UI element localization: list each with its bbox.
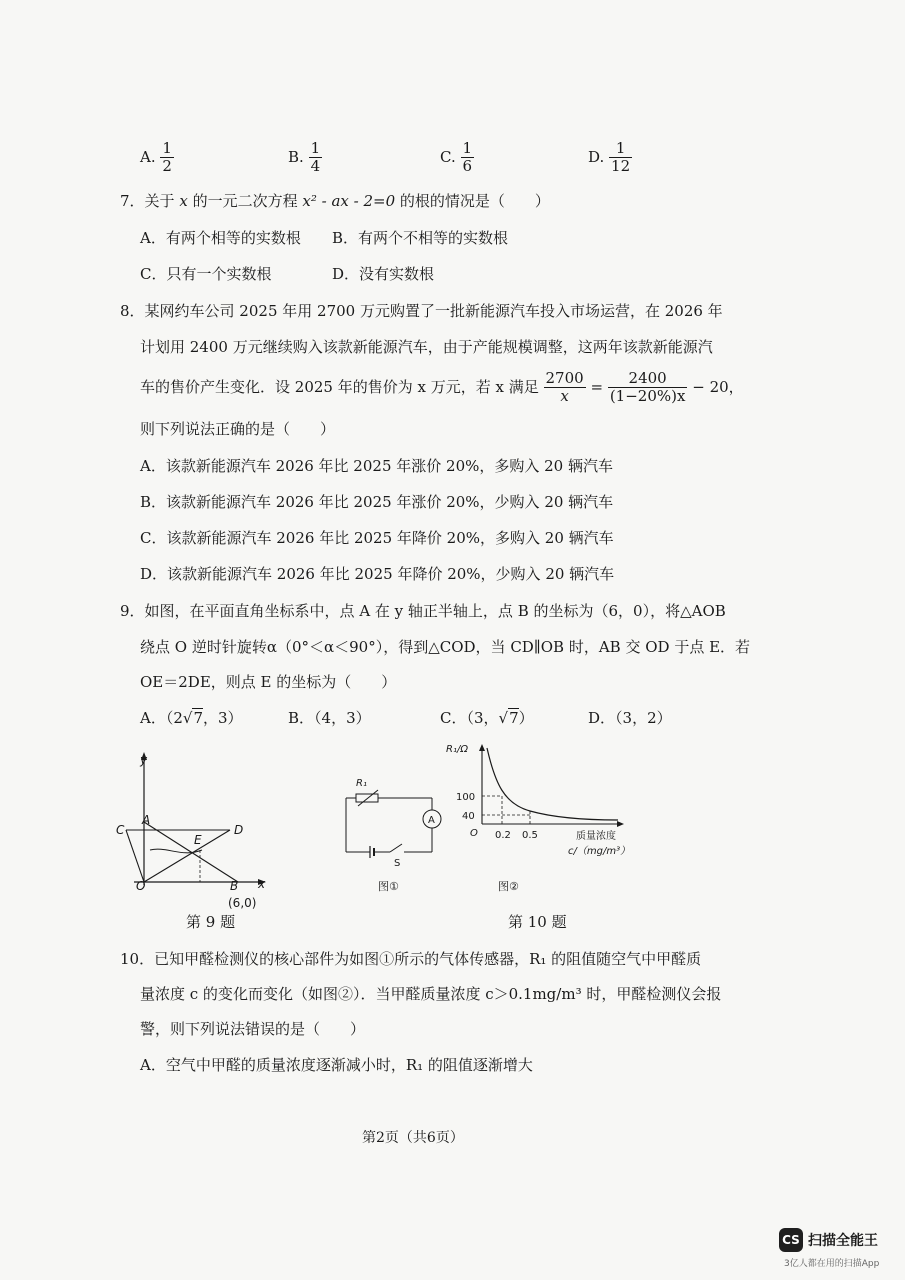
label-d: D bbox=[234, 823, 244, 837]
q7-option-a: A．有两个相等的实数根 bbox=[140, 229, 301, 247]
q7-equation: x² - ax - 2=0 bbox=[302, 192, 396, 210]
tick-0-2: 0.2 bbox=[495, 830, 511, 841]
q8-line-3-text: 车的售价产生变化．设 2025 年的售价为 x 万元，若 x 满足 bbox=[140, 377, 539, 396]
fraction bbox=[309, 140, 323, 176]
label-figure-2: 图② bbox=[498, 880, 519, 893]
numerator: 1 bbox=[162, 139, 172, 157]
q9-line-2: 绕点 O 逆时针旋转α（0°＜α＜90°），得到△COD，当 CD∥OB 时，AB 交 OD 于点 E．若 bbox=[140, 638, 751, 656]
q9-line-1: 9．如图，在平面直角坐标系中，点 A 在 y 轴正半轴上，点 B 的坐标为（6，0），将△AOB bbox=[120, 602, 726, 620]
label-b: B bbox=[230, 879, 239, 893]
q7-mid: 的一元二次方程 bbox=[192, 192, 298, 210]
q10-line-2: 量浓度 c 的变化而变化（如图②）．当甲醛质量浓度 c＞0.1mg/m³ 时，甲醛检测仪会报 bbox=[140, 985, 722, 1003]
denominator: (1−20%)x bbox=[609, 387, 686, 406]
q8-line-4: 则下列说法正确的是（ ） bbox=[140, 420, 336, 438]
radicand: 7 bbox=[193, 709, 203, 727]
equals-sign: = bbox=[590, 377, 604, 396]
q8-line-1: 8．某网约车公司 2025 年用 2700 万元购置了一批新能源汽车投入市场运营，在 2026 年 bbox=[120, 302, 723, 320]
graph-y-label: R₁/Ω bbox=[446, 744, 468, 755]
q8-option-c: C．该款新能源汽车 2026 年比 2025 年降价 20%，多购入 20 辆汽车 bbox=[140, 529, 614, 547]
label-a: A bbox=[142, 813, 151, 827]
tick-100: 100 bbox=[456, 792, 476, 803]
segment-co bbox=[126, 830, 144, 882]
label-ammeter: A bbox=[428, 815, 435, 826]
q8-fraction-2 bbox=[608, 370, 688, 406]
option-pre: （2 bbox=[165, 709, 183, 727]
q10-option-a: A．空气中甲醛的质量浓度逐渐减小时，R₁ 的阻值逐渐增大 bbox=[140, 1056, 533, 1074]
label-switch: S bbox=[394, 858, 401, 869]
q9-line-3: OE＝2DE，则点 E 的坐标为（ ） bbox=[140, 673, 397, 691]
q8-line-3 bbox=[140, 370, 744, 406]
q8-option-d: D．该款新能源汽车 2026 年比 2025 年降价 20%，少购入 20 辆汽车 bbox=[140, 565, 615, 583]
q10-line-3: 警，则下列说法错误的是（ ） bbox=[140, 1020, 366, 1038]
q8-option-a: A．该款新能源汽车 2026 年比 2025 年涨价 20%，多购入 20 辆汽车 bbox=[140, 457, 613, 475]
graph-x-label: 质量浓度 bbox=[576, 831, 616, 842]
q8-option-b: B．该款新能源汽车 2026 年比 2025 年涨价 20%，少购入 20 辆汽车 bbox=[140, 493, 614, 511]
q7-suffix: 的根的情况是（ ） bbox=[399, 192, 550, 210]
label-figure-1: 图① bbox=[378, 880, 399, 893]
option-text: （3，2） bbox=[615, 709, 672, 727]
label-r1: R₁ bbox=[356, 778, 367, 789]
label-c: C bbox=[116, 823, 125, 837]
option-letter: B． bbox=[288, 709, 315, 727]
q7-stem bbox=[120, 190, 550, 211]
numerator: 1 bbox=[462, 139, 473, 157]
label-e: E bbox=[194, 833, 202, 847]
handwritten-mark bbox=[150, 849, 202, 853]
graph-origin: O bbox=[470, 828, 478, 839]
label-handwritten: (6,0) bbox=[228, 896, 257, 910]
label-x: x bbox=[258, 877, 266, 891]
fraction bbox=[461, 140, 475, 176]
option-letter: A． bbox=[140, 709, 166, 727]
watermark-app-name: 扫描全能王 bbox=[808, 1233, 878, 1249]
fraction bbox=[609, 140, 632, 176]
q9-option-c: C．（3，√7） bbox=[440, 709, 534, 727]
q6-option-b bbox=[288, 140, 322, 176]
option-text: （4，3） bbox=[314, 709, 371, 727]
tick-40: 40 bbox=[462, 811, 475, 822]
option-post: ，3） bbox=[203, 709, 243, 727]
denominator: 6 bbox=[462, 157, 473, 176]
denominator: x bbox=[560, 387, 569, 406]
q9-option-a: A．（2√7，3） bbox=[140, 709, 243, 727]
q7-option-c: C．只有一个实数根 bbox=[140, 265, 272, 283]
q6-option-d bbox=[588, 140, 632, 176]
graph-x-arrow bbox=[617, 821, 624, 827]
q9-option-d bbox=[588, 707, 672, 728]
figure-9-caption: 第 9 题 bbox=[186, 913, 236, 931]
q6-option-a bbox=[140, 140, 174, 176]
figure-10-graph bbox=[440, 738, 640, 898]
q9-option-b bbox=[288, 707, 371, 728]
q10-line-1: 10．已知甲醛检测仪的核心部件为如图①所示的气体传感器，R₁ 的阻值随空气中甲醛质 bbox=[120, 950, 702, 968]
label-o: O bbox=[136, 879, 146, 893]
resistor-r1 bbox=[356, 794, 378, 802]
label-y: y bbox=[140, 753, 148, 767]
option-letter: B. bbox=[288, 147, 304, 166]
camscanner-logo-icon bbox=[779, 1228, 803, 1252]
denominator: 2 bbox=[162, 157, 172, 176]
numerator: 1 bbox=[609, 140, 632, 158]
numerator: 2400 bbox=[608, 370, 688, 388]
option-letter: C. bbox=[440, 147, 456, 166]
denominator: 4 bbox=[310, 157, 321, 176]
q7-prefix: 7．关于 bbox=[120, 192, 175, 210]
numerator: 2700 bbox=[545, 369, 584, 387]
q8-tail: − 20， bbox=[692, 377, 744, 396]
option-pre: （3， bbox=[466, 709, 499, 727]
fraction bbox=[160, 140, 174, 176]
graph-curve bbox=[487, 748, 618, 820]
q8-fraction-1 bbox=[544, 370, 586, 406]
q7-option-d: D．没有实数根 bbox=[332, 265, 435, 283]
logo-text: CS bbox=[782, 1233, 800, 1247]
numerator: 1 bbox=[310, 139, 321, 157]
q6-option-c bbox=[440, 140, 474, 176]
option-letter: A. bbox=[140, 147, 156, 166]
figure-9 bbox=[112, 750, 282, 910]
segment-od bbox=[144, 830, 230, 882]
page-footer: 第2页（共6页） bbox=[362, 1130, 464, 1146]
graph-y-arrow bbox=[479, 744, 485, 751]
q7-variable: x bbox=[179, 192, 188, 210]
q8-line-2: 计划用 2400 万元继续购入该款新能源汽车，由于产能规模调整，这两年该款新能源汽 bbox=[140, 338, 713, 356]
denominator: 12 bbox=[611, 157, 631, 176]
option-letter: C． bbox=[440, 709, 467, 727]
figure-10-caption: 第 10 题 bbox=[508, 913, 567, 931]
variable-arrow bbox=[358, 790, 378, 806]
watermark-tagline: 3亿人都在用的扫描App bbox=[784, 1259, 880, 1269]
radicand: 7 bbox=[509, 709, 519, 727]
switch-s bbox=[390, 844, 402, 852]
option-post: ） bbox=[518, 709, 534, 727]
option-letter: D. bbox=[588, 147, 605, 166]
tick-0-5: 0.5 bbox=[522, 830, 538, 841]
option-letter: D． bbox=[588, 709, 616, 727]
figure-10-circuit bbox=[338, 770, 444, 896]
q7-option-b: B．有两个不相等的实数根 bbox=[332, 229, 509, 247]
graph-x-unit: c/（mg/m³） bbox=[568, 846, 631, 857]
